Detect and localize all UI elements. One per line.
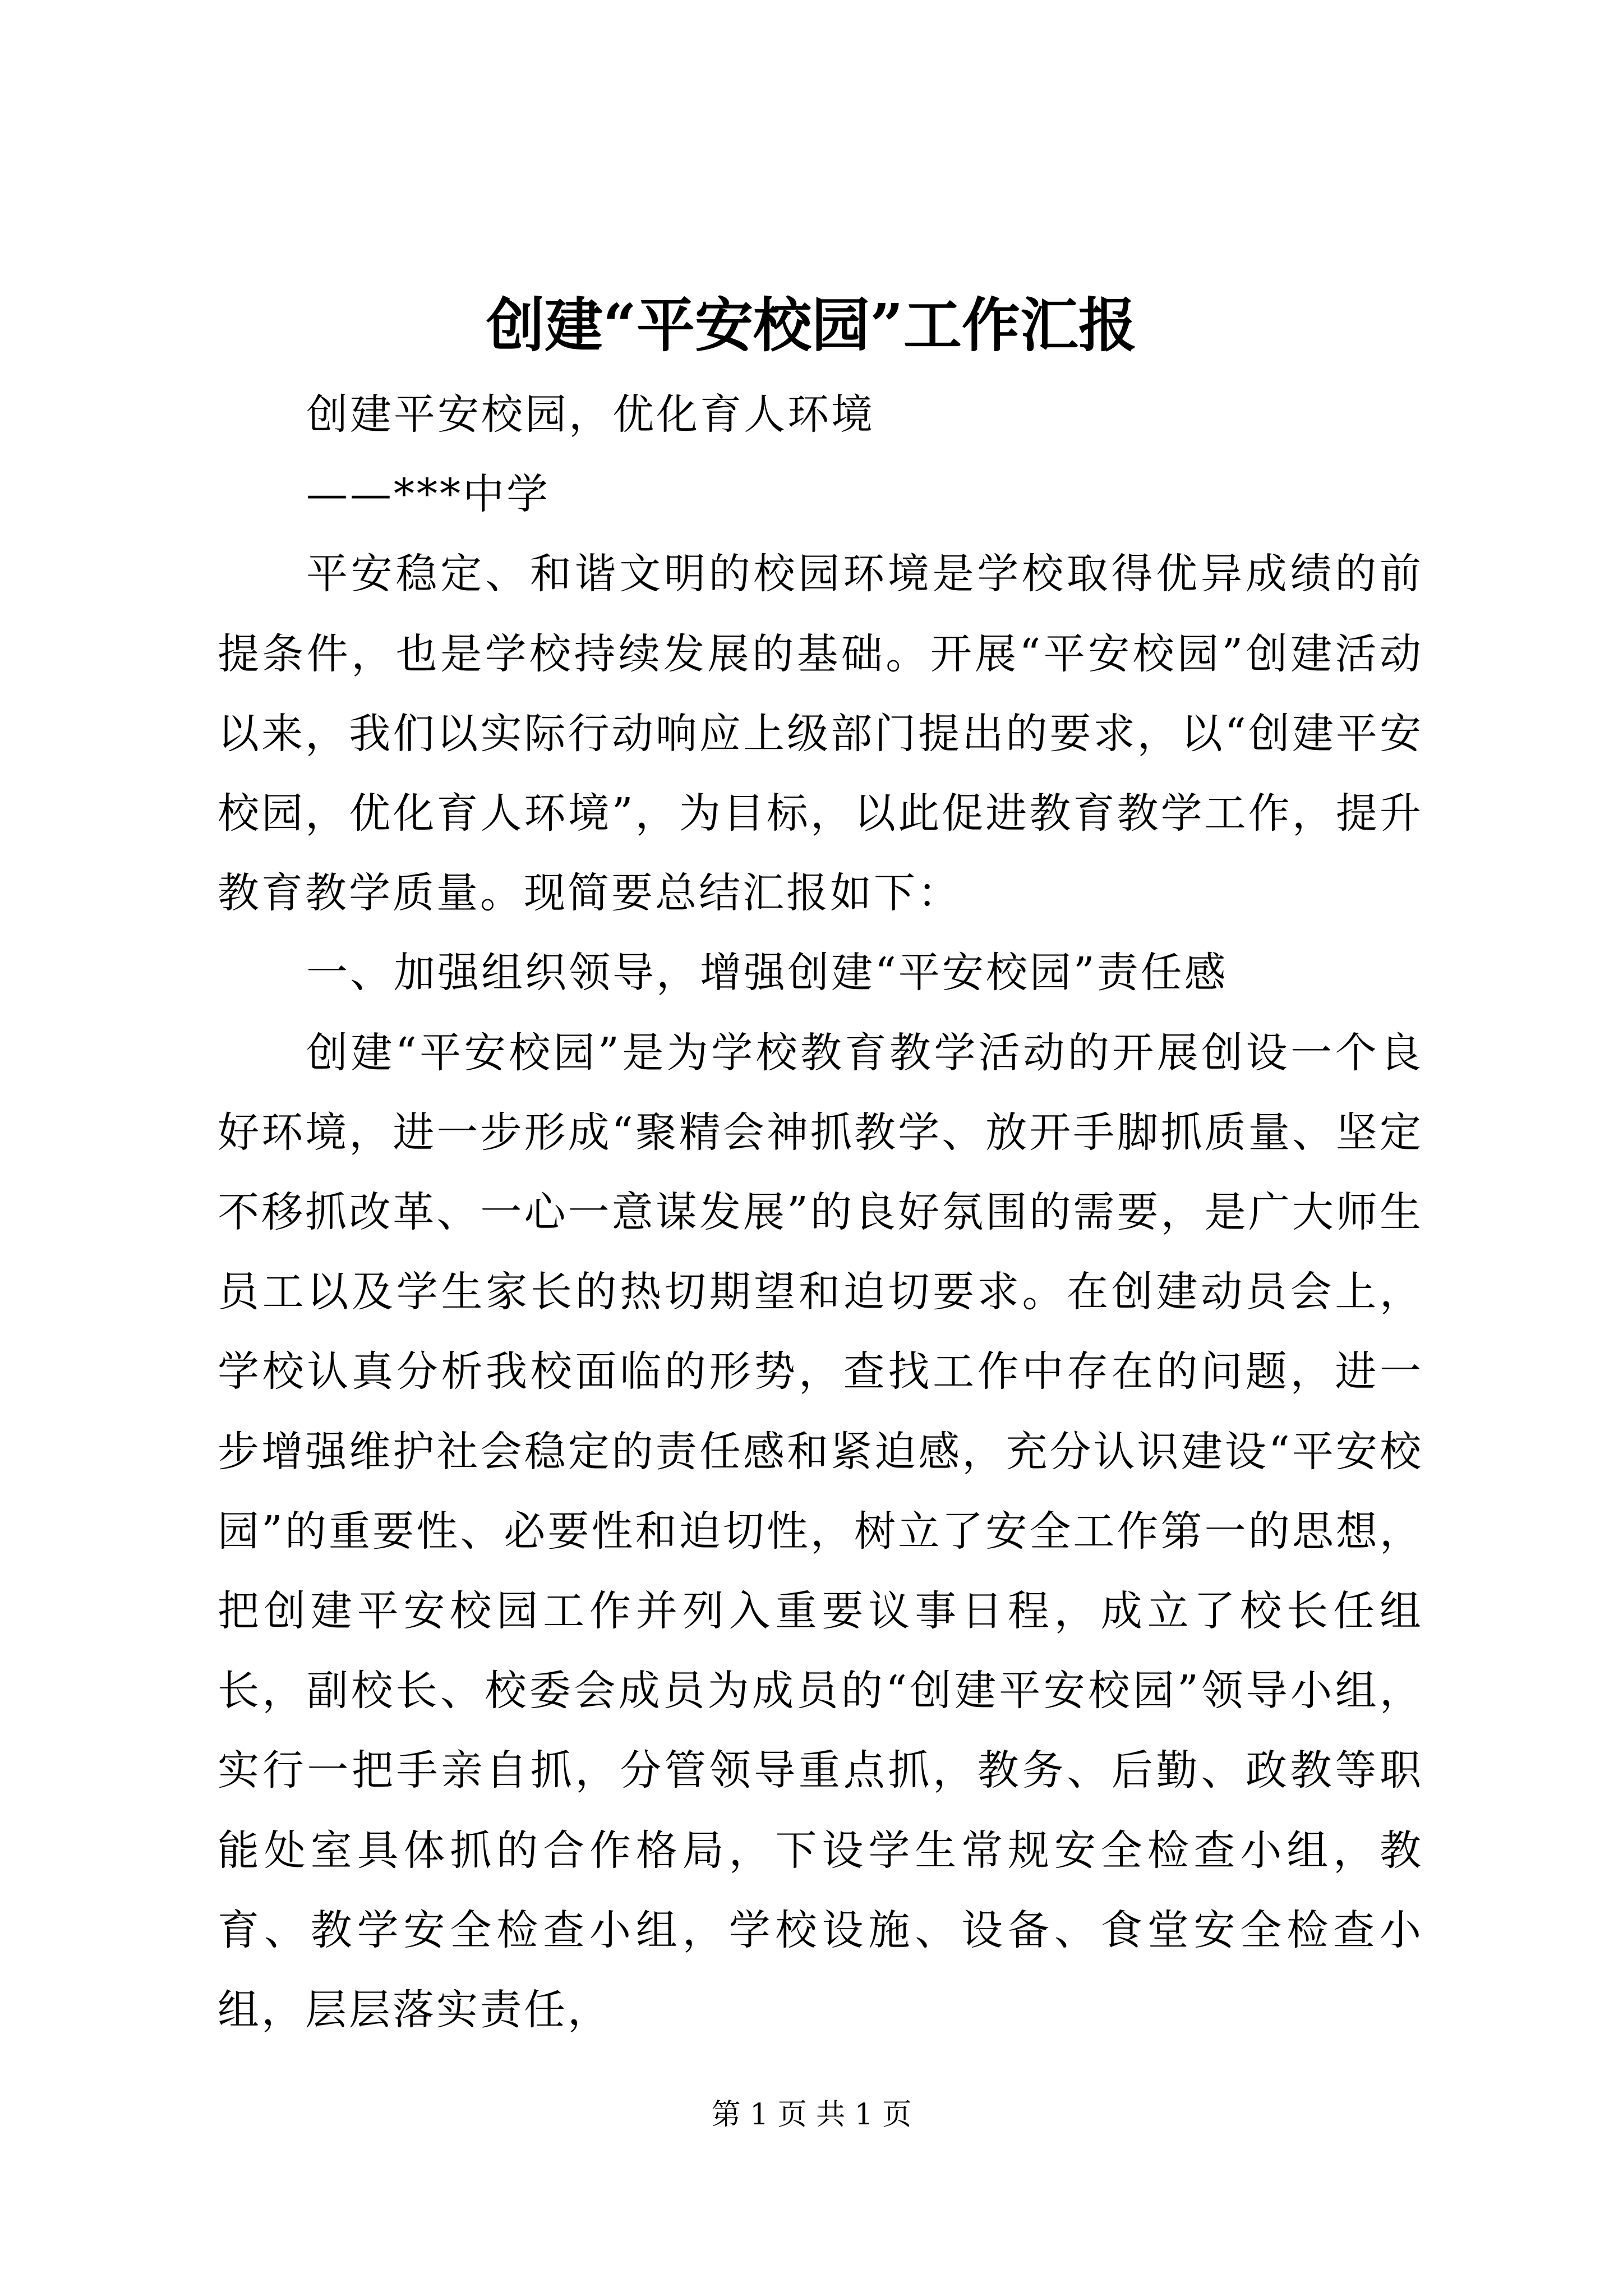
author-paragraph: ——***中学 (306, 470, 550, 519)
section-heading: 一、加强组织领导，增强创建“平安校园”责任感 (306, 949, 1228, 997)
subtitle-paragraph: 创建平安校园，优化育人环境 (306, 390, 875, 439)
document-title: 创建“平安校园”工作汇报 (486, 291, 1137, 360)
intro-paragraph: 平安稳定、和谐文明的校园环境是学校取得优异成绩的前提条件，也是学校持续发展的基础。开展“平安校园”创建活动以来，我们以实际行动响应上级部门提出的要求，以“创建平安校园，优化育人环境”，为目标，以此促进教育教学工作，提升教育教学质量。现简要总结汇报如下： (218, 550, 1423, 918)
section-paragraph: 创建“平安校园”是为学校教育教学活动的开展创设一个良好环境，进一步形成“聚精会神抓教学、放开手脚抓质量、坚定不移抓改革、一心一意谋发展”的良好氛围的需要，是广大师生员工以及学生家长的热切期望和迫切要求。在创建动员会上，学校认真分析我校面临的形势，查找工作中存在的问题，进一步增强维护社会稳定的责任感和紧迫感，充分认识建设“平安校园”的重要性、必要性和迫切性，树立了安全工作第一的思想，把创建平安校园工作并列入重要议事日程，成立了校长任组长，副校长、校委会成员为成员的“创建平安校园”领导小组，实行一把手亲自抓，分管领导重点抓，教务、后勤、政教等职能处室具体抓的合作格局，下设学生常规安全检查小组，教育、教学安全检查小组，学校设施、设备、食堂安全检查小组，层层落实责任， (218, 1028, 1423, 2035)
page-footer: 第 1 页 共 1 页 (711, 2098, 912, 2132)
document-body (218, 375, 1423, 2050)
